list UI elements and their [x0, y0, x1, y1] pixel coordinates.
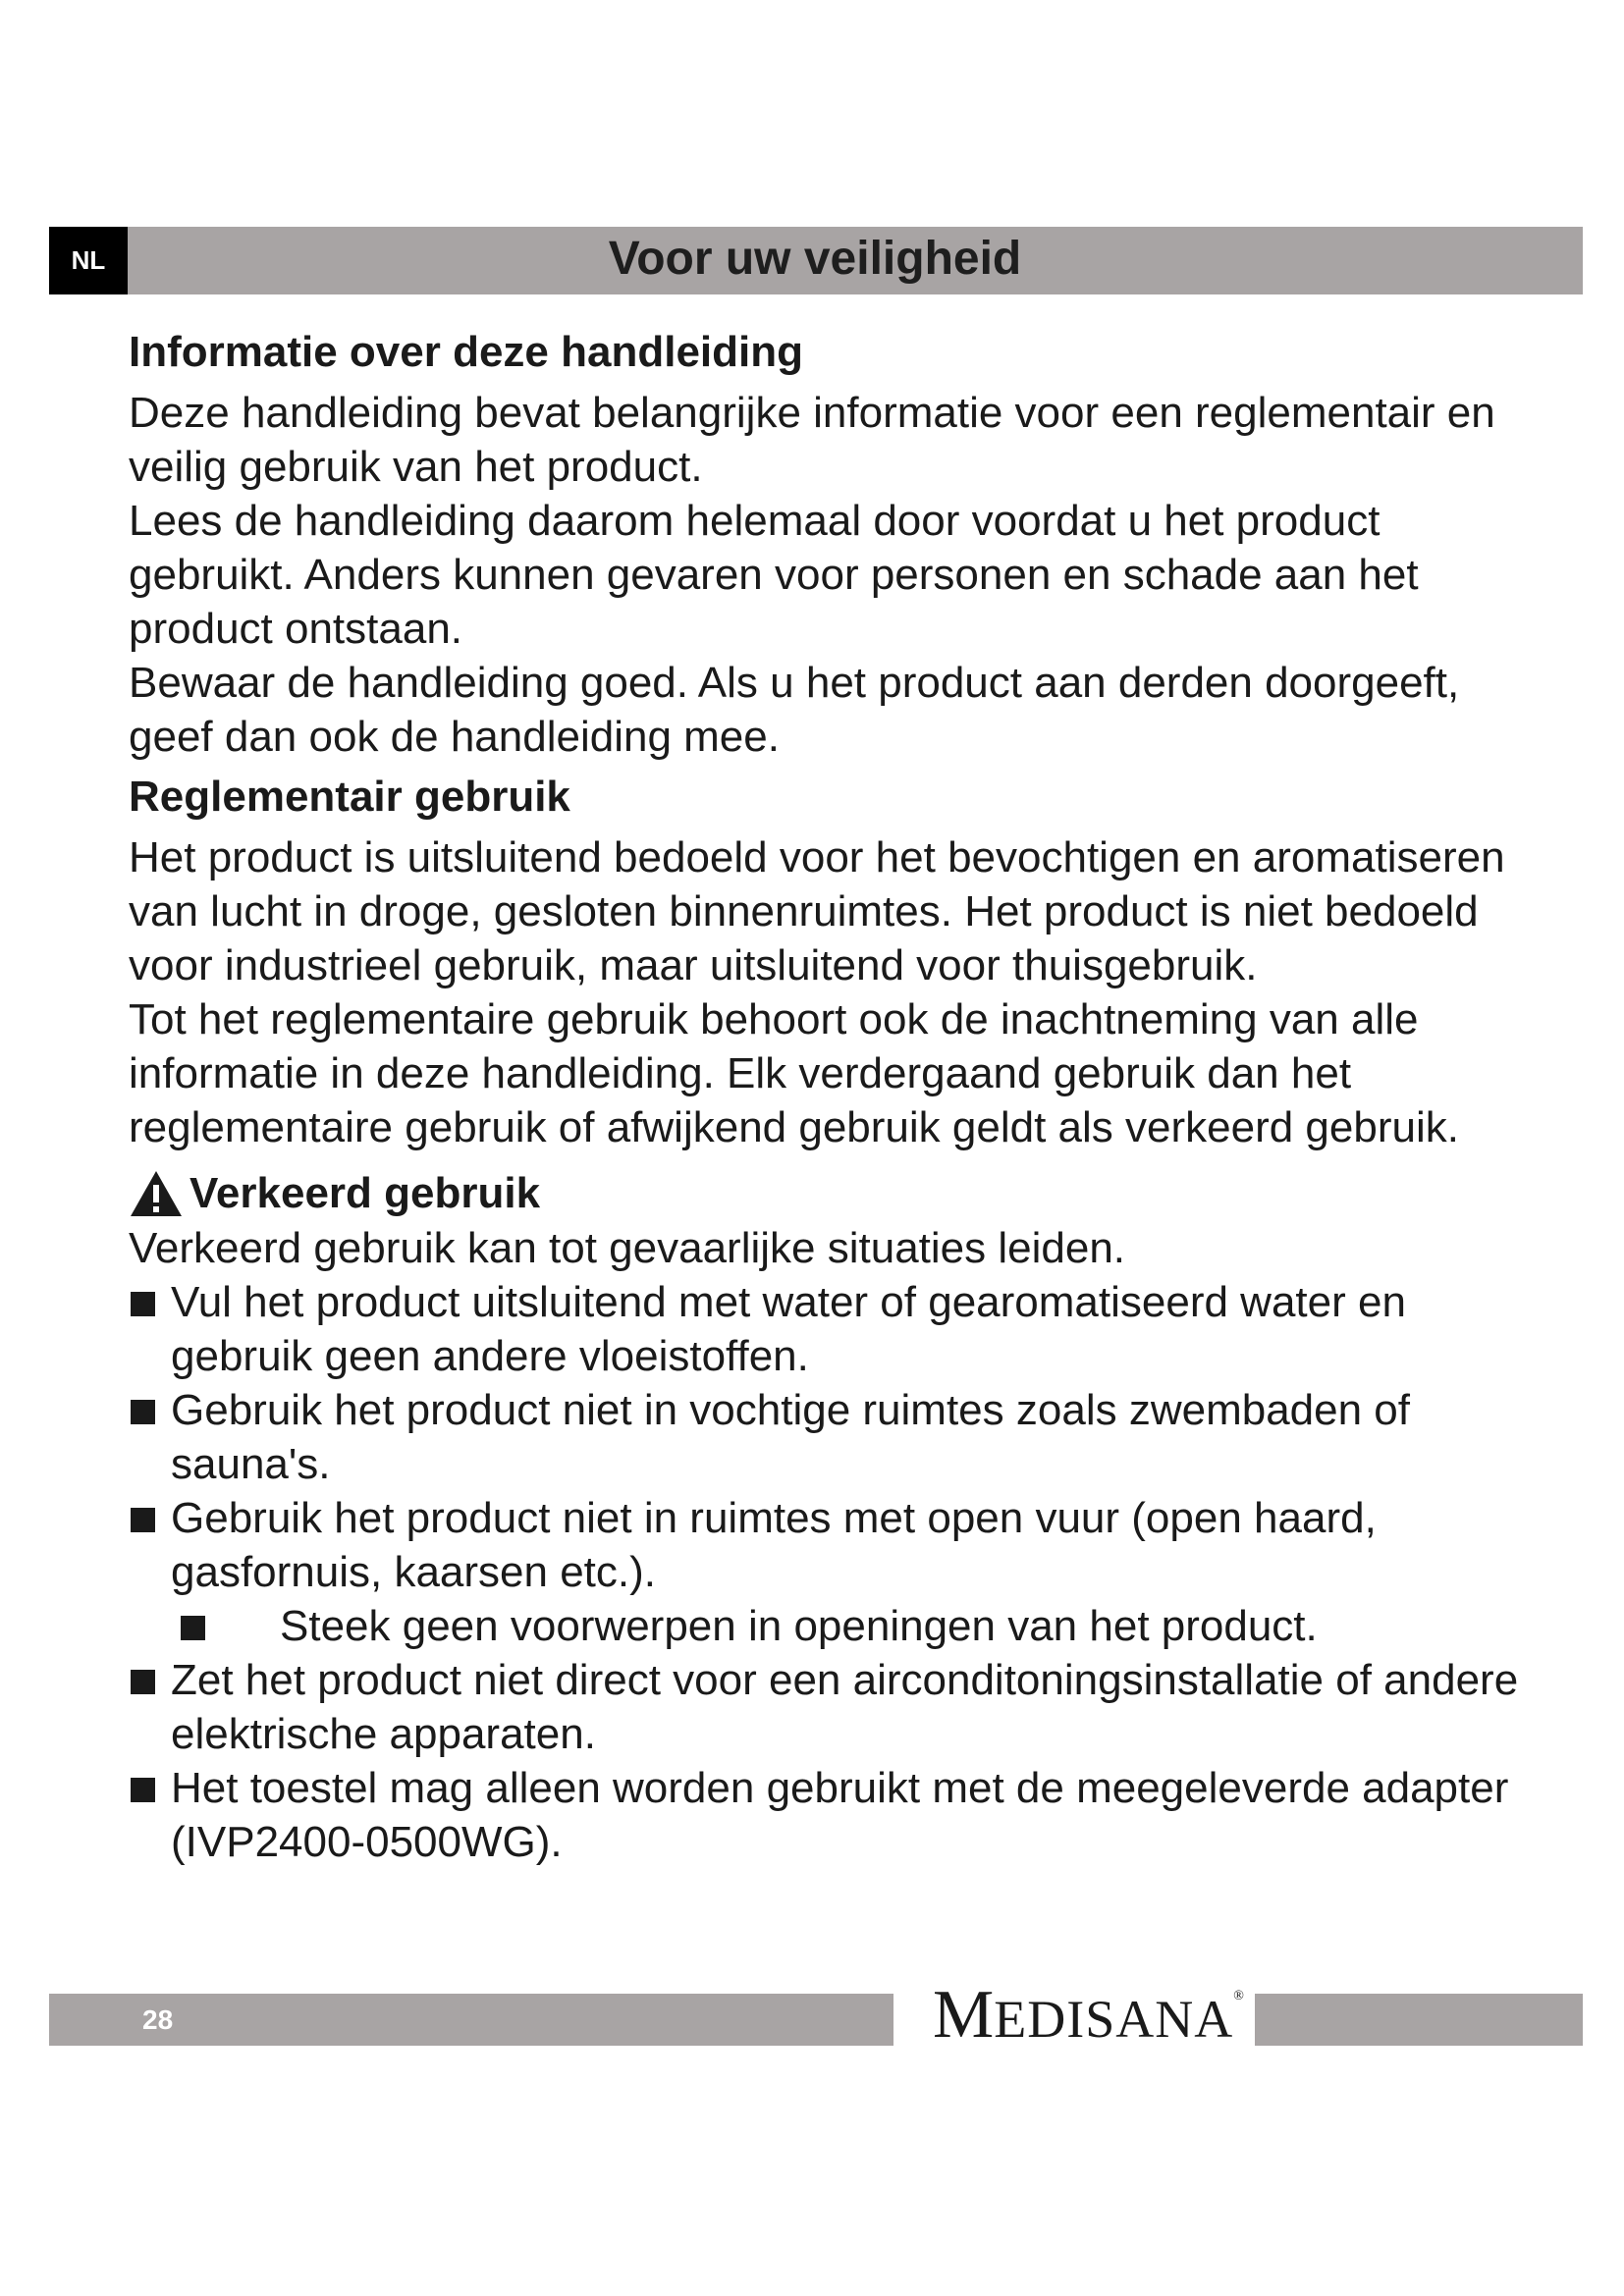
use-paragraph: Tot het reglementaire gebruik behoort ook de inachtneming van alle informatie in deze handleiding. Elk verdergaand gebruik dan het reglementaire gebruik of afwijkend gebruik geldt als verkeerd gebruik.	[129, 995, 1459, 1151]
main-content	[129, 325, 1543, 1869]
section-heading-misuse: Verkeerd gebruik	[189, 1169, 541, 1217]
list-item: Vul het product uitsluitend met water of gearomatiseerd water en gebruik geen andere vloeistoffen.	[129, 1275, 1543, 1383]
misuse-intro: Verkeerd gebruik kan tot gevaarlijke situaties leiden.	[129, 1224, 1126, 1272]
bullet-square-icon	[131, 1508, 155, 1532]
info-paragraph: Lees de handleiding daarom helemaal door voordat u het product gebruikt. Anders kunnen gevaren voor personen en schade aan het product ontstaan.	[129, 497, 1419, 653]
footer-bar-right	[1255, 1994, 1583, 2046]
bullet-square-icon	[131, 1292, 155, 1316]
language-tag: NL	[49, 227, 128, 294]
misuse-heading-row	[129, 1166, 1543, 1221]
list-item: Gebruik het product niet in vochtige ruimtes zoals zwembaden of sauna's.	[129, 1383, 1543, 1491]
footer-bar-left	[49, 1994, 893, 2046]
section-heading-info: Informatie over deze handleiding	[129, 328, 804, 376]
list-item: Steek geen voorwerpen in openingen van het product.	[129, 1599, 1543, 1653]
warning-triangle-icon	[129, 1169, 184, 1218]
page-number: 28	[142, 2004, 174, 2035]
bullet-square-icon	[131, 1670, 155, 1694]
list-item: Het toestel mag alleen worden gebruikt met de meegeleverde adapter (IVP2400-0500WG).	[129, 1761, 1543, 1869]
misuse-list	[129, 1275, 1543, 1869]
list-item: Gebruik het product niet in ruimtes met open vuur (open haard, gasfornuis, kaarsen etc.).	[129, 1491, 1543, 1599]
page-title: Voor uw veiligheid	[608, 233, 1022, 285]
list-item: Zet het product niet direct voor een airconditoningsinstallatie of andere elektrische apparaten.	[129, 1653, 1543, 1761]
section-heading-use: Reglementair gebruik	[129, 773, 570, 821]
use-paragraph: Het product is uitsluitend bedoeld voor het bevochtigen en aromatiseren van lucht in droge, gesloten binnenruimtes. Het product is niet bedoeld voor industrieel gebruik, maar uitsluitend voor thuisgebruik.	[129, 833, 1505, 989]
bullet-square-icon	[131, 1778, 155, 1802]
info-paragraph: Bewaar de handleiding goed. Als u het product aan derden doorgeeft, geef dan ook de handleiding mee.	[129, 659, 1460, 761]
info-paragraph: Deze handleiding bevat belangrijke informatie voor een reglementair en veilig gebruik van het product.	[129, 389, 1495, 491]
brand-logo: MEDISANA®	[933, 1977, 1244, 2053]
bullet-square-icon	[181, 1616, 205, 1640]
bullet-square-icon	[131, 1400, 155, 1424]
